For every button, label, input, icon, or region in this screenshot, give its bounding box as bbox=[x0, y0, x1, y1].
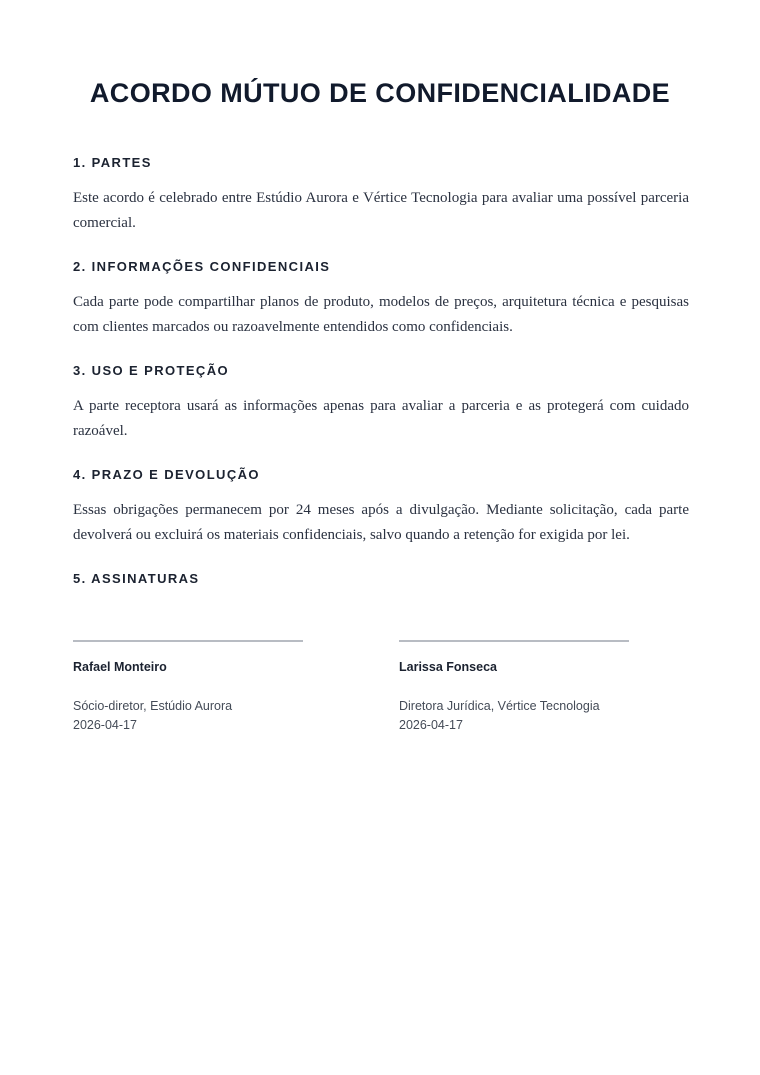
signature-block-left bbox=[73, 640, 303, 735]
signatory-role: Diretora Jurídica, Vértice Tecnologia bbox=[399, 699, 600, 713]
section-paragraph: A parte receptora usará as informações apenas para avaliar a parceria e as protegerá com cuidado razoável. bbox=[73, 398, 689, 439]
signatory-name: Larissa Fonseca bbox=[399, 660, 497, 674]
section-use-and-protection bbox=[73, 363, 689, 443]
section-heading: 2. INFORMAÇÕES CONFIDENCIAIS bbox=[73, 259, 331, 274]
section-signatures bbox=[73, 571, 689, 587]
document-title: ACORDO MÚTUO DE CONFIDENCIALIDADE bbox=[89, 78, 671, 108]
section-paragraph: Este acordo é celebrado entre Estúdio Aurora e Vértice Tecnologia para avaliar uma possível parceria comercial. bbox=[73, 190, 689, 231]
section-term-and-return bbox=[73, 467, 689, 547]
section-heading: 1. PARTES bbox=[73, 155, 152, 170]
signature-block-right bbox=[399, 640, 629, 735]
signature-date: 2026-04-17 bbox=[399, 718, 463, 732]
signatory-role: Sócio-diretor, Estúdio Aurora bbox=[73, 699, 233, 713]
signature-line bbox=[399, 640, 629, 642]
section-heading: 3. USO E PROTEÇÃO bbox=[73, 363, 229, 378]
section-paragraph: Cada parte pode compartilhar planos de produto, modelos de preços, arquitetura técnica e pesquisas com clientes marcados ou razoavelmente entendidos como confidenciais. bbox=[73, 294, 689, 335]
section-paragraph: Essas obrigações permanecem por 24 meses após a divulgação. Mediante solicitação, cada parte devolverá ou excluirá os materiais confidenciais, salvo quando a retenção for exigida por lei. bbox=[73, 502, 689, 543]
section-confidential-information bbox=[73, 259, 689, 339]
section-heading: 4. PRAZO E DEVOLUÇÃO bbox=[73, 467, 260, 482]
signature-date: 2026-04-17 bbox=[73, 718, 137, 732]
section-heading: 5. ASSINATURAS bbox=[73, 571, 200, 586]
signatory-name: Rafael Monteiro bbox=[73, 660, 167, 674]
signature-line bbox=[73, 640, 303, 642]
section-parties bbox=[73, 155, 689, 235]
